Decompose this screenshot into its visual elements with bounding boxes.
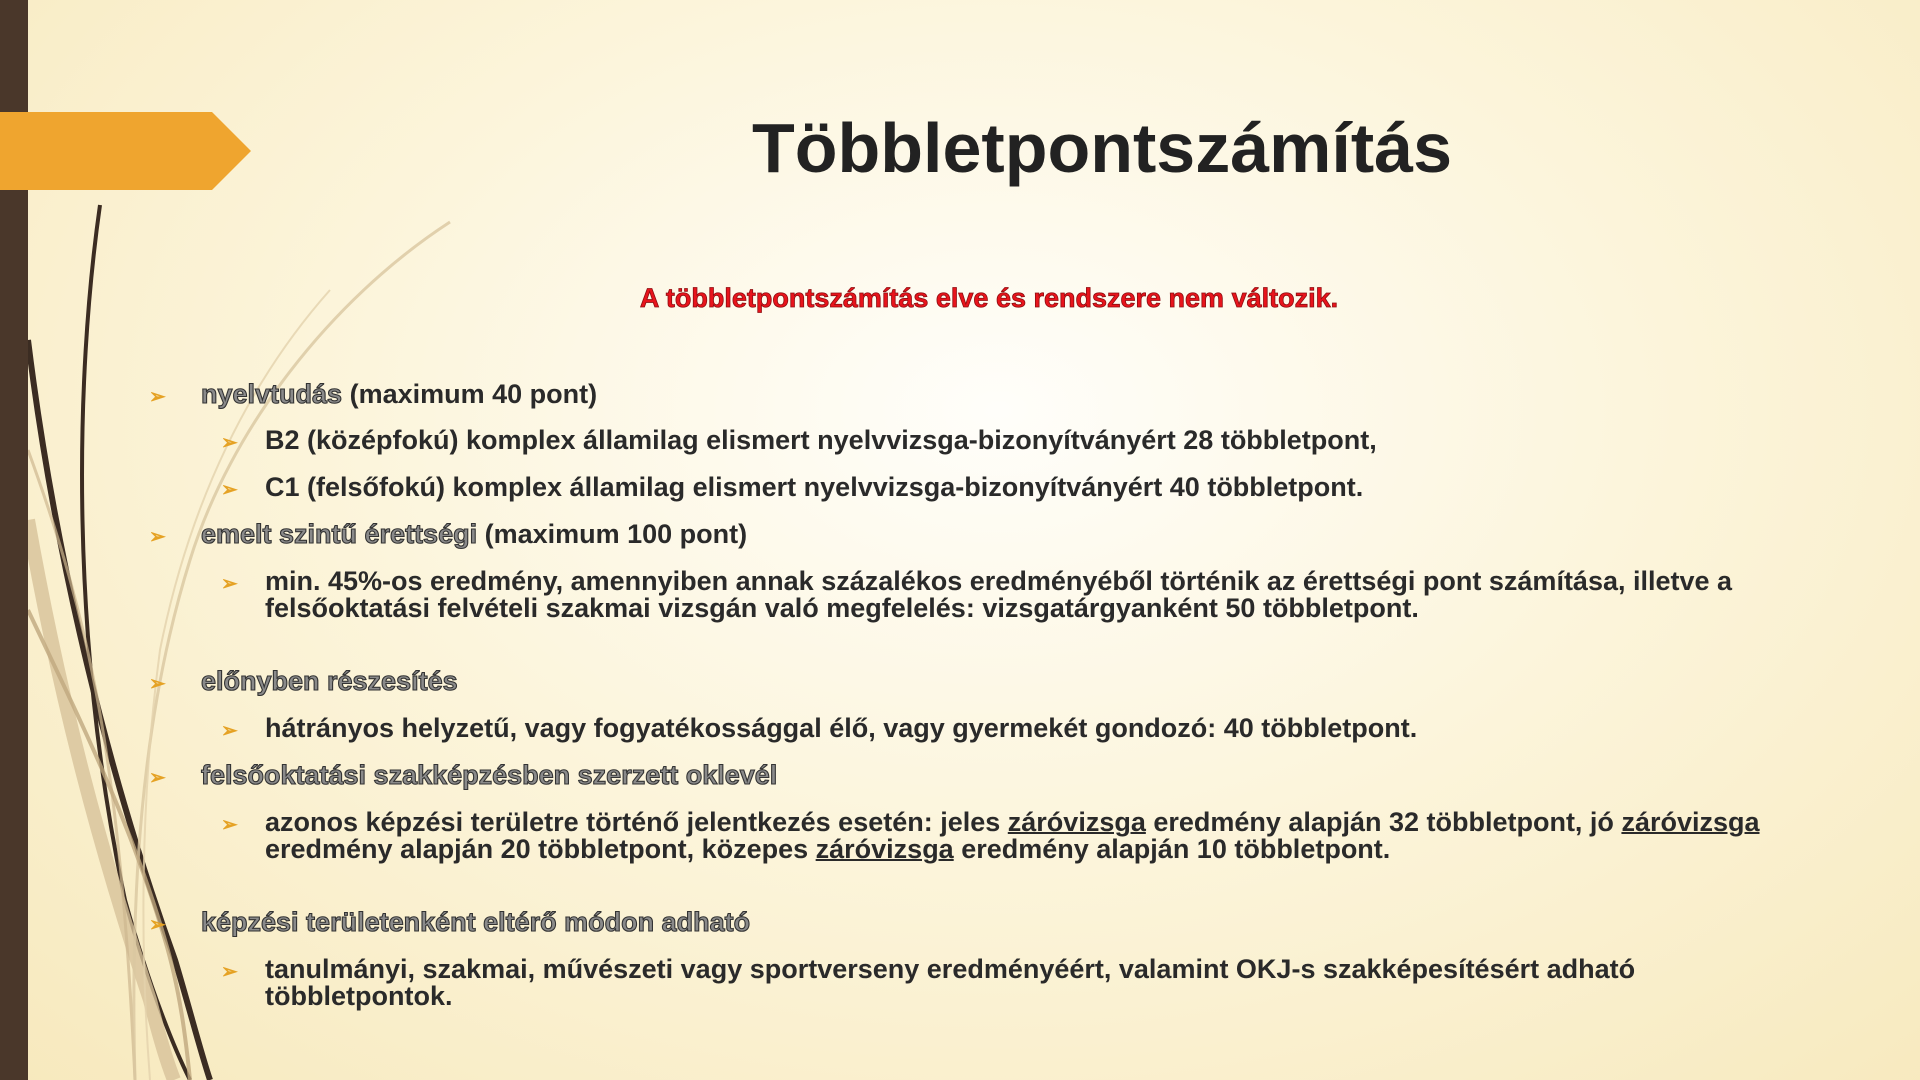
subitem-text-part: eredmény alapján 32 többletpont, jó	[1145, 807, 1622, 837]
arrowhead-bullet-icon: ➢	[149, 526, 166, 548]
list-subitem	[221, 954, 1795, 1011]
arrowhead-bullet-icon: ➢	[221, 479, 238, 501]
subitem-text: C1 (felsőfokú) komplex államilag elismert nyelvvizsga-bizonyítványért 40 többletpont.	[265, 472, 1364, 502]
zarovizsga-term: záróvizsga	[1621, 807, 1760, 837]
list-item	[149, 907, 751, 937]
zarovizsga-term: záróvizsga	[1007, 807, 1146, 837]
list-item	[149, 519, 748, 549]
arrowhead-bullet-icon: ➢	[221, 432, 238, 454]
subitem-text-part: eredmény alapján 20 többletpont, közepes	[265, 834, 816, 864]
arrowhead-bullet-icon: ➢	[221, 573, 238, 595]
subitem-text: min. 45%-os eredmény, amennyiben annak százalékos eredményéből történik az érettségi pont számítása, illetve a felsőoktatási felvételi szakmai vizsgán való megfelelés: vizsgatárgyanként 50 többletpont.	[265, 566, 1733, 623]
list-subitem	[221, 566, 1795, 623]
item-note: (maximum 100 pont)	[484, 519, 748, 549]
arrowhead-bullet-icon: ➢	[149, 673, 166, 695]
item-heading: felsőoktatási szakképzésben szerzett oklevél	[201, 760, 778, 790]
list-item	[149, 379, 598, 409]
item-note: (maximum 40 pont)	[349, 379, 598, 409]
item-heading: nyelvtudás	[201, 379, 343, 409]
arrowhead-bullet-icon: ➢	[149, 767, 166, 789]
arrowhead-bullet-icon: ➢	[149, 914, 166, 936]
item-heading: előnyben részesítés	[201, 666, 458, 696]
zarovizsga-term: záróvizsga	[815, 834, 954, 864]
list-subitem	[221, 807, 1795, 864]
arrowhead-bullet-icon: ➢	[149, 386, 166, 408]
slide-subtitle: A többletpontszámítás elve és rendszere nem változik.	[639, 283, 1339, 313]
slide-title: Többletpontszámítás	[752, 109, 1453, 187]
subitem-text-part: eredmény alapján 10 többletpont.	[953, 834, 1391, 864]
subitem-text: tanulmányi, szakmai, művészeti vagy sportverseny eredményéért, valamint OKJ-s szakképesítésért adható többletpontok.	[265, 954, 1636, 1011]
list-item	[149, 760, 778, 790]
arrowhead-bullet-icon: ➢	[221, 720, 238, 742]
arrowhead-bullet-icon: ➢	[221, 814, 238, 836]
list-item	[149, 666, 458, 696]
item-heading: emelt szintű érettségi	[201, 519, 478, 549]
item-heading: képzési területenként eltérő módon adható	[201, 907, 751, 937]
list-subitem	[221, 472, 1795, 502]
subitem-text: B2 (középfokú) komplex államilag elismert nyelvvizsga-bizonyítványért 28 többletpont,	[265, 425, 1377, 455]
arrowhead-bullet-icon: ➢	[221, 961, 238, 983]
subitem-text: hátrányos helyzetű, vagy fogyatékossággal élő, vagy gyermekét gondozó: 40 többletpont.	[265, 713, 1418, 743]
subitem-text-part: azonos képzési területre történő jelentkezés esetén: jeles	[265, 807, 1008, 837]
list-subitem	[221, 425, 1795, 455]
list-subitem	[221, 713, 1795, 743]
